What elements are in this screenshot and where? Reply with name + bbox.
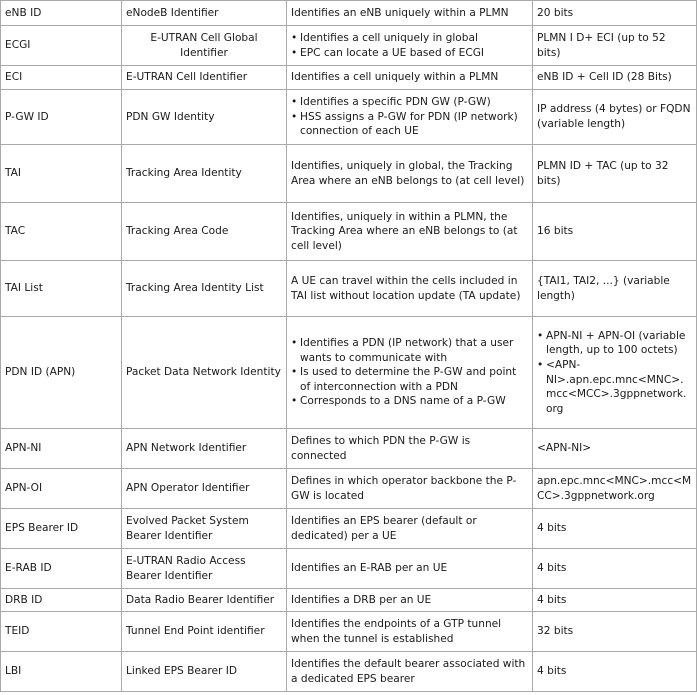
identifier-name: Data Radio Bearer Identifier (122, 589, 287, 612)
identifier-abbr: TEID (1, 612, 122, 652)
list-item: • APN-NI + APN-OI (variable length, up to 100 octets) (537, 329, 692, 358)
identifier-description: Defines in which operator backbone the P-GW is located (287, 469, 533, 509)
identifier-abbr: APN-OI (1, 469, 122, 509)
table-row (1, 429, 697, 469)
identifier-description: Identifies, uniquely in within a PLMN, the Tracking Area where an eNB belongs to (at cell level) (287, 203, 533, 261)
identifier-abbr: TAI (1, 145, 122, 203)
identifier-description: Identifies the endpoints of a GTP tunnel when the tunnel is established (287, 612, 533, 652)
identifier-value: 4 bits (533, 589, 697, 612)
identifier-value: 4 bits (533, 509, 697, 549)
list-item: • Identifies a PDN (IP network) that a user wants to communicate with (291, 336, 528, 365)
list-item: • HSS assigns a P-GW for PDN (IP network) connection of each UE (291, 110, 528, 139)
identifier-description: Defines to which PDN the P-GW is connected (287, 429, 533, 469)
identifier-abbr: LBI (1, 652, 122, 692)
identifier-name: Tracking Area Code (122, 203, 287, 261)
list-item: • Identifies a cell uniquely in global (291, 31, 528, 46)
table-row (1, 612, 697, 652)
list-item: • EPC can locate a UE based of ECGI (291, 46, 528, 61)
table-row (1, 1, 697, 26)
identifier-description (287, 317, 533, 429)
identifier-value: eNB ID + Cell ID (28 Bits) (533, 66, 697, 90)
identifier-description: Identifies an EPS bearer (default or dedicated) per a UE (287, 509, 533, 549)
identifier-description: Identifies, uniquely in global, the Tracking Area where an eNB belongs to (at cell level) (287, 145, 533, 203)
identifier-name: Linked EPS Bearer ID (122, 652, 287, 692)
identifier-name-text: E-UTRAN Cell Global Identifier (150, 31, 258, 59)
identifier-value: IP address (4 bytes) or FQDN (variable length) (533, 90, 697, 145)
table-row (1, 145, 697, 203)
identifier-description: Identifies an eNB uniquely within a PLMN (287, 1, 533, 26)
identifier-name: E-UTRAN Radio Access Bearer Identifier (122, 549, 287, 589)
table-row (1, 203, 697, 261)
identifier-value: apn.epc.mnc<MNC>.mcc<MCC>.3gppnetwork.org (533, 469, 697, 509)
table-row (1, 317, 697, 429)
identifier-name: eNodeB Identifier (122, 1, 287, 26)
identifier-description: A UE can travel within the cells included in TAI list without location update (TA update) (287, 261, 533, 317)
identifier-description: Identifies the default bearer associated with a dedicated EPS bearer (287, 652, 533, 692)
identifier-description (287, 90, 533, 145)
identifier-description: Identifies a DRB per an UE (287, 589, 533, 612)
identifier-value: 4 bits (533, 549, 697, 589)
list-item: • Identifies a specific PDN GW (P-GW) (291, 95, 528, 110)
identifier-abbr: PDN ID (APN) (1, 317, 122, 429)
identifier-name (122, 26, 287, 66)
identifier-value: 32 bits (533, 612, 697, 652)
table-row (1, 66, 697, 90)
identifier-abbr: P-GW ID (1, 90, 122, 145)
identifier-abbr: EPS Bearer ID (1, 509, 122, 549)
value-list (537, 329, 692, 417)
table-row (1, 26, 697, 66)
identifier-name: APN Operator Identifier (122, 469, 287, 509)
table-row (1, 509, 697, 549)
description-list (291, 31, 528, 60)
identifier-abbr: ECGI (1, 26, 122, 66)
identifier-value (533, 317, 697, 429)
identifier-name: PDN GW Identity (122, 90, 287, 145)
list-item: • Is used to determine the P-GW and point of interconnection with a PDN (291, 365, 528, 394)
identifier-value: <APN-NI> (533, 429, 697, 469)
description-list (291, 95, 528, 139)
identifier-name: Tracking Area Identity List (122, 261, 287, 317)
list-item: • Corresponds to a DNS name of a P-GW (291, 394, 528, 409)
identifier-abbr: TAC (1, 203, 122, 261)
identifier-abbr: TAI List (1, 261, 122, 317)
table-row (1, 652, 697, 692)
description-list (291, 336, 528, 409)
identifier-value: 20 bits (533, 1, 697, 26)
identifier-description (287, 26, 533, 66)
identifier-abbr: eNB ID (1, 1, 122, 26)
list-item: • <APN-NI>.apn.epc.mnc<MNC>.mcc<MCC>.3gppnetwork.org (537, 358, 692, 416)
identifier-name: Evolved Packet System Bearer Identifier (122, 509, 287, 549)
identifier-name: APN Network Identifier (122, 429, 287, 469)
table-row (1, 469, 697, 509)
table-row (1, 549, 697, 589)
identifier-abbr: APN-NI (1, 429, 122, 469)
identifier-name: E-UTRAN Cell Identifier (122, 66, 287, 90)
identifier-name: Tunnel End Point identifier (122, 612, 287, 652)
identifier-description: Identifies an E-RAB per an UE (287, 549, 533, 589)
identifier-value: 16 bits (533, 203, 697, 261)
identifier-abbr: ECI (1, 66, 122, 90)
identifier-name: Packet Data Network Identity (122, 317, 287, 429)
identifier-name: Tracking Area Identity (122, 145, 287, 203)
table-row (1, 589, 697, 612)
identifier-abbr: DRB ID (1, 589, 122, 612)
identifier-value: {TAI1, TAI2, ...} (variable length) (533, 261, 697, 317)
identifier-value: PLMN ID + TAC (up to 32 bits) (533, 145, 697, 203)
table-row (1, 90, 697, 145)
table-row (1, 261, 697, 317)
identifier-value: PLMN I D+ ECI (up to 52 bits) (533, 26, 697, 66)
identifier-description: Identifies a cell uniquely within a PLMN (287, 66, 533, 90)
identifier-abbr: E-RAB ID (1, 549, 122, 589)
identifier-value: 4 bits (533, 652, 697, 692)
